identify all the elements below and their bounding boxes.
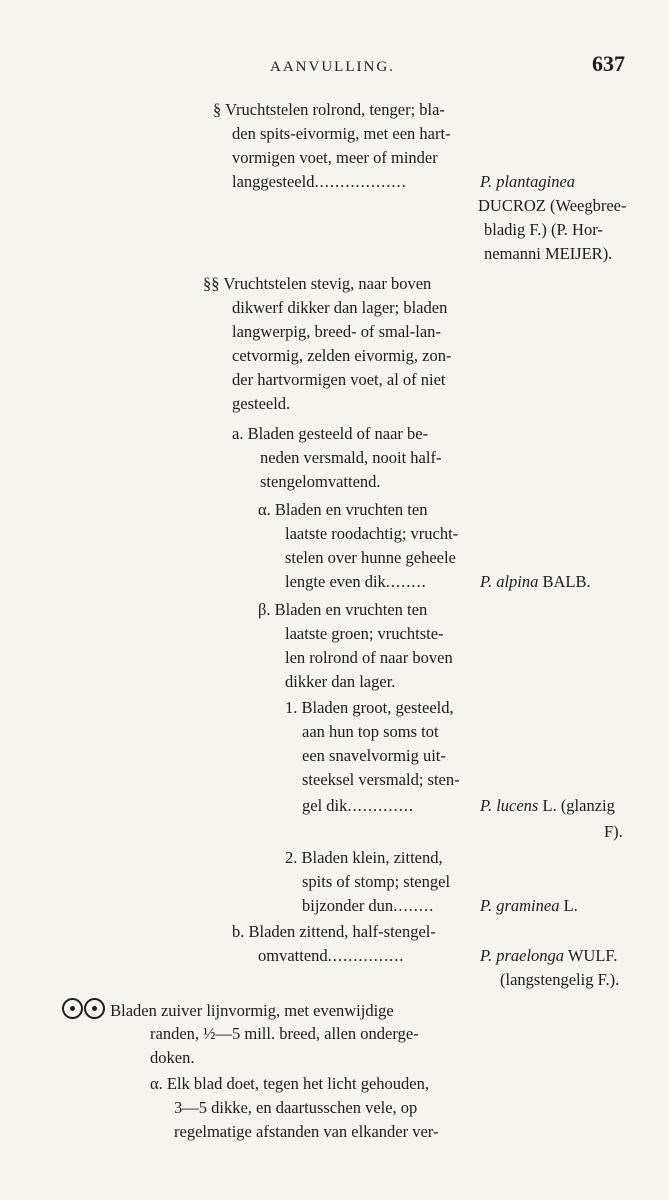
text-line	[478, 194, 627, 218]
leader-dots: ...............	[327, 946, 405, 965]
text-line	[258, 598, 427, 622]
text-line	[285, 570, 427, 594]
circle-dot-icon	[84, 998, 105, 1019]
line-text: DUCROZ (Weegbree-	[478, 196, 627, 215]
text-line	[302, 870, 450, 894]
line-text: regelmatige afstanden van elkander ver-	[174, 1122, 439, 1141]
line-text: β. Bladen en vruchten ten	[258, 600, 428, 619]
leader-dots: .............	[347, 796, 414, 815]
running-head: AANVULLING.	[270, 59, 395, 75]
line-text: 1. Bladen groot, gesteeld,	[285, 698, 454, 717]
species-authority: WULF.	[564, 946, 618, 965]
text-line	[285, 846, 443, 870]
text-line	[203, 272, 431, 296]
line-text: stengelomvattend.	[260, 472, 381, 491]
circle-dot-icon	[62, 998, 83, 1019]
text-line	[232, 122, 451, 146]
text-line	[302, 768, 460, 792]
text-line	[302, 720, 439, 744]
text-line	[604, 820, 623, 844]
text-line	[302, 744, 446, 768]
line-text: dikker dan lager.	[285, 672, 396, 691]
line-text: der hartvormigen voet, al of niet	[232, 370, 446, 389]
text-line	[260, 446, 441, 470]
line-text: nemanni MEIJER).	[484, 244, 613, 263]
species-authority: L. (glanzig	[538, 796, 615, 815]
line-text: steeksel versmald; sten-	[302, 770, 460, 789]
line-text: len rolrond of naar boven	[285, 648, 453, 667]
line-text: neden versmald, nooit half-	[260, 448, 442, 467]
species-authority: BALB.	[538, 572, 591, 591]
line-text: randen, ½—5 mill. breed, allen onderge-	[150, 1024, 419, 1043]
line-text: cetvormig, zelden eivormig, zon-	[232, 346, 452, 365]
line-text: §§ Vruchtstelen stevig, naar boven	[203, 274, 432, 293]
line-text: dikwerf dikker dan lager; bladen	[232, 298, 448, 317]
line-text: a. Bladen gesteeld of naar be-	[232, 424, 429, 443]
text-line	[302, 894, 434, 918]
line-text: α. Bladen en vruchten ten	[258, 500, 428, 519]
text-line	[285, 670, 395, 694]
line-text: (langstengelig F.).	[500, 970, 620, 989]
line-text: laatste groen; vruchtste-	[285, 624, 444, 643]
text-line	[232, 920, 436, 944]
text-line	[285, 646, 453, 670]
text-line	[232, 146, 438, 170]
text-line	[500, 968, 619, 992]
line-text: langgesteeld	[232, 172, 315, 191]
text-line	[285, 522, 458, 546]
line-text: lengte even dik	[285, 572, 386, 591]
species-name: P. alpina BALB.	[480, 572, 591, 591]
line-text: 2. Bladen klein, zittend,	[285, 848, 443, 867]
text-line	[285, 622, 444, 646]
line-text: omvattend	[258, 946, 328, 965]
text-line	[232, 392, 290, 416]
text-line	[285, 546, 456, 570]
text-line	[484, 242, 612, 266]
line-text: laatste roodachtig; vrucht-	[285, 524, 459, 543]
text-line	[258, 944, 405, 968]
text-line	[285, 696, 454, 720]
text-line	[62, 998, 394, 1023]
text-line	[150, 1022, 419, 1046]
line-text: b. Bladen zittend, half-stengel-	[232, 922, 436, 941]
line-text: 3—5 dikke, en daartusschen vele, op	[174, 1098, 418, 1117]
line-text: F).	[604, 822, 623, 841]
leader-dots: ........	[385, 572, 427, 591]
line-text: doken.	[150, 1048, 195, 1067]
line-text: den spits-eivormig, met een hart-	[232, 124, 451, 143]
leader-dots: ..................	[314, 172, 407, 191]
line-text: gel dik	[302, 796, 348, 815]
species-name: P. lucens L. (glanzig	[480, 796, 615, 815]
text-line	[232, 344, 451, 368]
text-line	[232, 368, 446, 392]
line-text: § Vruchtstelen rolrond, tenger; bla-	[213, 100, 445, 119]
line-text: stelen over hunne geheele	[285, 548, 456, 567]
line-text: spits of stomp; stengel	[302, 872, 451, 891]
text-line	[174, 1096, 417, 1120]
line-text: α. Elk blad doet, tegen het licht gehouden,	[150, 1074, 429, 1093]
species-name: P. plantaginea	[480, 172, 576, 191]
line-text: langwerpig, breed- of smal-lan-	[232, 322, 441, 341]
line-text: gesteeld.	[232, 394, 291, 413]
page-number: 637	[592, 51, 625, 76]
text-line	[258, 498, 427, 522]
line-text: bladig F.) (P. Hor-	[484, 220, 603, 239]
line-text: Bladen zuiver lijnvormig, met evenwijdige	[106, 1001, 394, 1020]
text-line	[150, 1046, 194, 1070]
species-name: P. graminea L.	[480, 896, 578, 915]
line-text: bijzonder dun	[302, 896, 394, 915]
text-line	[232, 170, 407, 194]
species-name: P. praelonga WULF.	[480, 946, 618, 965]
leader-dots: ........	[393, 896, 435, 915]
species-authority: L.	[559, 896, 578, 915]
text-line	[150, 1072, 429, 1096]
line-text: een snavelvormig uit-	[302, 746, 446, 765]
text-line	[484, 218, 603, 242]
text-line	[213, 98, 445, 122]
text-line	[174, 1120, 438, 1144]
text-line	[302, 794, 414, 818]
line-text: vormigen voet, meer of minder	[232, 148, 438, 167]
text-line	[232, 296, 447, 320]
line-text: aan hun top soms tot	[302, 722, 439, 741]
text-line	[260, 470, 381, 494]
text-line	[232, 422, 428, 446]
text-line	[232, 320, 441, 344]
